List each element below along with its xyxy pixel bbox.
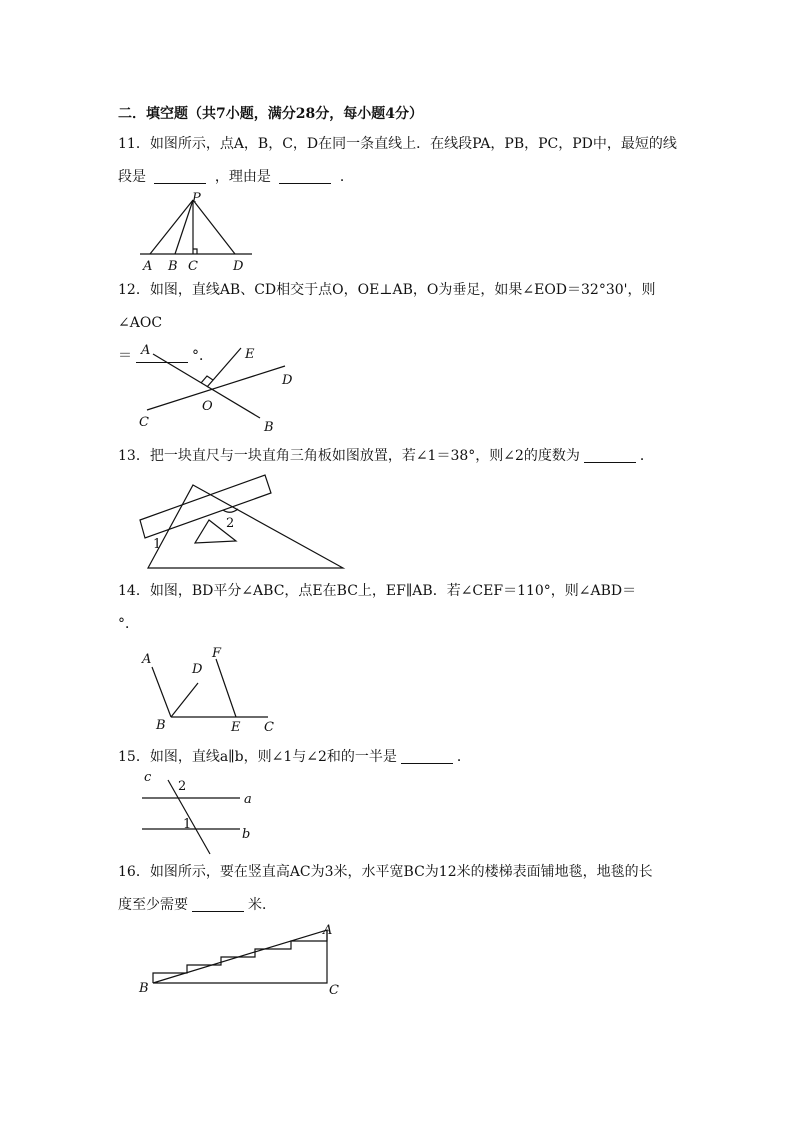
- question-13: [118, 440, 678, 473]
- label-o: O: [202, 399, 213, 414]
- label-angle-1: 1: [183, 817, 192, 832]
- question-11: [118, 128, 678, 194]
- label-b: B: [139, 981, 149, 996]
- label-b: B: [264, 420, 274, 435]
- label-angle-2: 2: [178, 779, 187, 794]
- label-angle-2: 2: [226, 516, 235, 531]
- segment-ba: [152, 667, 171, 717]
- label-e: E: [231, 720, 241, 735]
- question-16: [118, 856, 678, 922]
- ruler: [140, 475, 271, 538]
- question-12-text: 12．如图，直线AB、CD相交于点O，OE⊥AB，O为垂足，如果∠EOD＝32°30'，则∠AOC: [118, 282, 656, 331]
- label-c: C: [139, 415, 149, 430]
- triangle-abc: [153, 930, 327, 983]
- label-b: B: [156, 718, 166, 733]
- question-14-text: 14．如图，BD平分∠ABC，点E在BC上，EF∥AB．若∠CEF＝110°，则∠ABD＝: [118, 583, 637, 599]
- label-a: A: [141, 343, 151, 358]
- segment-pb: [175, 200, 193, 254]
- label-c: C: [329, 983, 339, 998]
- label-angle-1: 1: [153, 537, 162, 552]
- label-f: F: [212, 646, 222, 661]
- label-d: D: [233, 259, 244, 274]
- segment-pa: [150, 200, 193, 254]
- question-16-text-line2: 度至少需要 米．: [118, 897, 276, 913]
- figure-14: [138, 645, 283, 737]
- figure-11: [130, 192, 260, 274]
- segment-ef: [216, 659, 236, 717]
- answer-blank[interactable]: [279, 167, 331, 184]
- question-15-text: 15．如图，直线a∥b，则∠1与∠2和的一半是 ．: [118, 749, 471, 765]
- segment-pd: [193, 200, 235, 254]
- label-e: E: [245, 347, 255, 362]
- label-c: C: [264, 720, 274, 735]
- label-a: a: [244, 792, 252, 807]
- figure-15: [138, 770, 263, 855]
- ray-bd: [171, 683, 198, 717]
- answer-blank[interactable]: [584, 446, 636, 463]
- figure-13: [135, 475, 350, 575]
- question-11-text: 11．如图所示，点A，B，C，D在同一条直线上．在线段PA，PB，PC，PD中，最短的线: [118, 136, 677, 152]
- label-d: D: [192, 662, 203, 677]
- question-12-text-line2: ＝ °．: [118, 348, 213, 364]
- label-a: A: [143, 259, 153, 274]
- figure-16: [135, 920, 350, 1002]
- figure-12: [135, 340, 305, 435]
- question-14-text-line2: °．: [118, 616, 139, 632]
- label-c: C: [188, 259, 198, 274]
- label-b: b: [242, 827, 251, 842]
- question-16-text: 16．如图所示，要在竖直高AC为3米，水平宽BC为12米的楼梯表面铺地毯，地毯的长: [118, 864, 653, 880]
- label-a: A: [323, 923, 333, 938]
- right-angle-mark: [193, 249, 197, 254]
- label-d: D: [282, 373, 293, 388]
- label-p: P: [192, 191, 201, 206]
- label-b: B: [168, 259, 178, 274]
- answer-blank[interactable]: [401, 747, 453, 764]
- answer-blank[interactable]: [192, 895, 244, 912]
- question-13-text: 13．把一块直尺与一块直角三角板如图放置，若∠1＝38°，则∠2的度数为 ．: [118, 448, 654, 464]
- label-a: A: [142, 652, 152, 667]
- question-11-text-line2: 段是 ，理由是 ．: [118, 169, 354, 185]
- question-14: [118, 575, 678, 641]
- section-title: 二．填空题（共7小题，满分28分，每小题4分）: [118, 106, 423, 122]
- line-cd: [147, 366, 285, 410]
- answer-blank[interactable]: [154, 167, 206, 184]
- label-c: c: [144, 770, 152, 785]
